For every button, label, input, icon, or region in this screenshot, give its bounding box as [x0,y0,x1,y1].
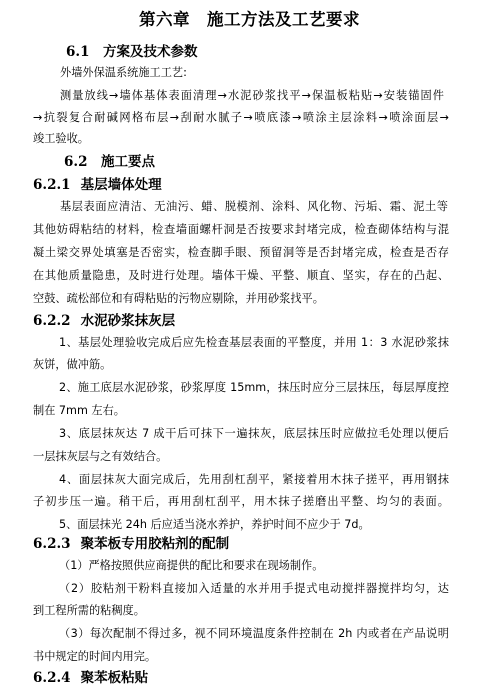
paragraph-line: 2、施工底层水泥砂浆，砂浆厚度 15mm，抹压时应分三层抹压，每层厚度控 [59,381,449,394]
section-title: 聚苯板粘贴 [80,670,149,686]
paragraph-line: 3、底层抹灰达 7 成干后可抹下一遍抹灰，底层抹压时应做拉毛处理以便后 [59,427,449,440]
section-title: 聚苯板专用胶粘剂的配制 [80,536,230,552]
section-number: 6.2.3 [33,536,71,552]
paragraph-line: 1、基层处理验收完成后应先检查基层表面的平整度，并用 1：3 水泥砂浆抹 [59,336,449,349]
section-number: 6.2.1 [33,177,71,193]
paragraph-line: 子初步压一遍。稍干后，再用刮杠刮平，用木抹子搓磨出平整、均匀的表面。 [33,495,449,508]
paragraph-line: 其他妨碍粘结的材料，检查墙面螺杆洞是否按要求封堵完成，检查砌体结构与混 [33,223,449,236]
section-number: 6.2.2 [33,313,71,329]
process-flow-line: 测量放线→墙体基体表面清理→水泥砂浆找平→保温板粘贴→安装锚固件 [60,89,444,102]
paragraph-line: 空鼓、疏松部位和有碍粘贴的污物应剔除，并用砂浆找平。 [33,292,324,305]
section-6-2-1-heading [33,173,162,193]
paragraph-line: 在其他质量隐患，及时进行处理。墙体干燥、平整、顺直、坚实，存在的凸起、 [33,269,449,282]
paragraph-line: （3）每次配制不得过多，视不同环境温度条件控制在 2h 内或者在产品说明 [59,627,449,640]
paragraph-line: （1）严格按照供应商提供的配比和要求在现场制作。 [59,559,324,572]
process-flow-line: →抗裂复合耐碱网格布层→刮耐水腻子→喷底漆→喷涂主层涂料→喷涂面层→ [33,111,449,124]
paragraph-line: 一层抹灰层与之有效结合。 [33,450,168,463]
paragraph-line: 凝土梁交界处填塞是否密实，检查脚手眼、预留洞等是否封堵完成，检查是否存 [33,246,449,259]
section-number: 6.2.4 [33,670,71,686]
paragraph-line: 灰饼，做冲筋。 [33,358,112,371]
paragraph-line: 基层表面应清洁、无油污、蜡、脱模剂、涂料、风化物、污垢、霜、泥土等 [60,200,448,213]
paragraph-line: 5、面层抹光 24h 后应适当浇水养护，养护时间不应少于 7d。 [59,518,370,531]
section-title: 水泥砂浆抹灰层 [80,313,176,329]
section-6-2-4-heading [33,666,148,686]
paragraph-line: 到工程所需的粘稠度。 [33,604,145,617]
section-6-1-intro: 外墙外保温系统施工工艺: [60,66,187,79]
section-6-1-heading: 6.1 方案及技术参数 [66,44,198,60]
section-6-2-2-heading [33,309,175,329]
chapter-title: 第六章 施工方法及工艺要求 [139,10,360,29]
section-6-2-3-heading [33,532,229,552]
paragraph-line: 制在 7mm 左右。 [33,404,125,417]
process-flow-line: 竣工验收。 [33,132,89,145]
paragraph-line: 4、面层抹灰大面完成后，先用刮杠刮平，紧接着用木抹子搓平，再用钢抹 [59,473,449,486]
section-6-2-heading: 6.2 施工要点 [64,154,155,170]
paragraph-line: （2）胶粘剂干粉料直接加入适量的水并用手提式电动搅拌器搅拌均匀，达 [59,582,449,595]
paragraph-line: 书中规定的时间内用完。 [33,650,157,663]
section-title: 基层墙体处理 [80,177,162,193]
